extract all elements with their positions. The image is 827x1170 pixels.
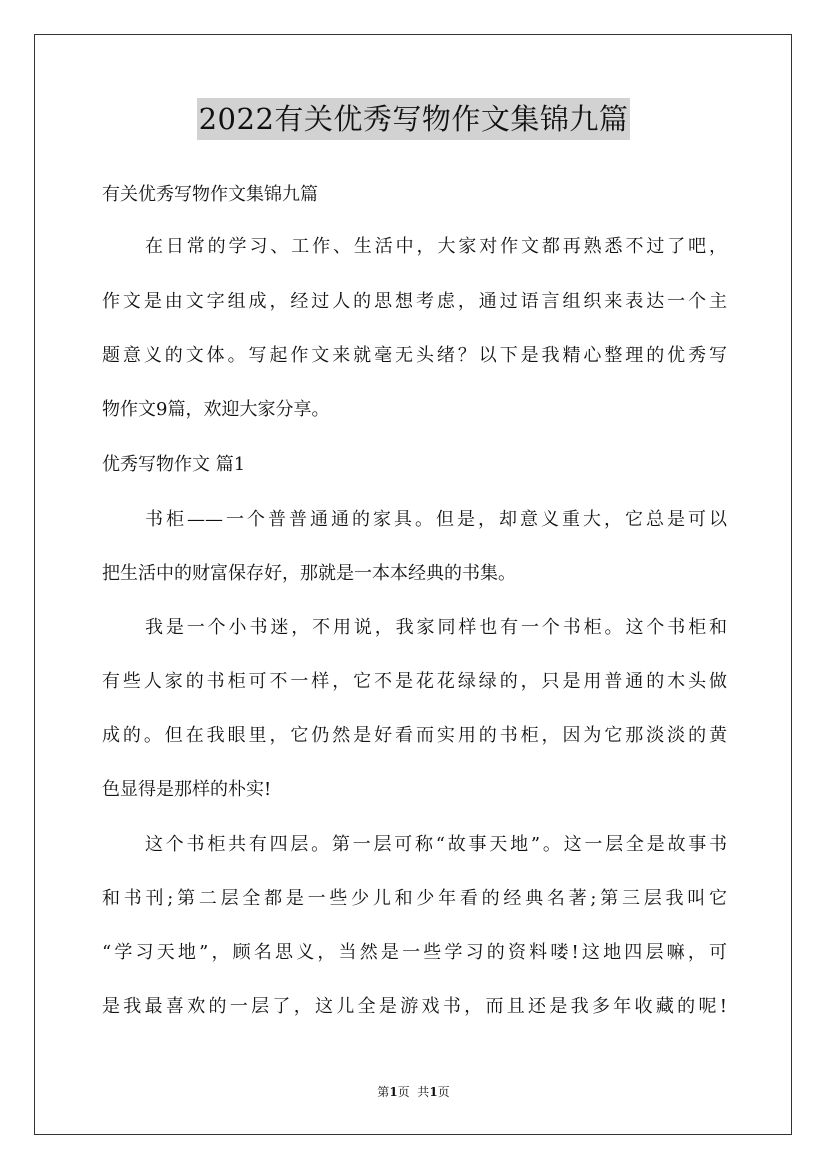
- title-wrap: [0, 98, 827, 140]
- intro-line: 在日常的学习、工作、生活中，大家对作文都再熟悉不过了吧，: [145, 236, 727, 257]
- footer-page-prefix: 第: [377, 1085, 390, 1099]
- para2-line: 成的。但在我眼里，它仍然是好看而实用的书柜，因为它那淡淡的黄: [102, 725, 727, 746]
- para3-line: “学习天地”，顾名思义，当然是一些学习的资料喽!这地四层嘛，可: [102, 942, 727, 963]
- intro-line: 作文是由文字组成，经过人的思想考虑，通过语言组织来表达一个主: [102, 291, 727, 312]
- footer-page-number: 1: [389, 1085, 398, 1099]
- section-heading: 优秀写物作文 篇1: [102, 454, 246, 475]
- document-title: 2022有关优秀写物作文集锦九篇: [197, 98, 631, 140]
- footer-page-mid: 页 共: [397, 1085, 430, 1099]
- para2-line: 色显得是那样的朴实!: [102, 779, 272, 800]
- para1-line: 书柜——一个普普通通的家具。但是，却意义重大，它总是可以: [145, 509, 727, 530]
- para3-line: 是我最喜欢的一层了，这儿全是游戏书，而且还是我多年收藏的呢!: [102, 996, 727, 1017]
- page-footer: [0, 1083, 827, 1101]
- intro-line: 物作文9篇，欢迎大家分享。: [102, 399, 330, 420]
- intro-line: 题意义的文体。写起作文来就毫无头绪？以下是我精心整理的优秀写: [102, 345, 727, 366]
- para2-line: 我是一个小书迷，不用说，我家同样也有一个书柜。这个书柜和: [145, 617, 727, 638]
- footer-page-total: 1: [429, 1085, 438, 1099]
- document-subtitle: 有关优秀写物作文集锦九篇: [102, 184, 318, 205]
- para1-line: 把生活中的财富保存好，那就是一本本经典的书集。: [102, 563, 516, 584]
- para3-line: 和书刊;第二层全都是一些少儿和少年看的经典名著;第三层我叫它: [102, 888, 727, 909]
- para2-line: 有些人家的书柜可不一样，它不是花花绿绿的，只是用普通的木头做: [102, 671, 727, 692]
- para3-line: 这个书柜共有四层。第一层可称“故事天地”。这一层全是故事书: [145, 834, 727, 855]
- footer-page-suffix: 页: [437, 1085, 450, 1099]
